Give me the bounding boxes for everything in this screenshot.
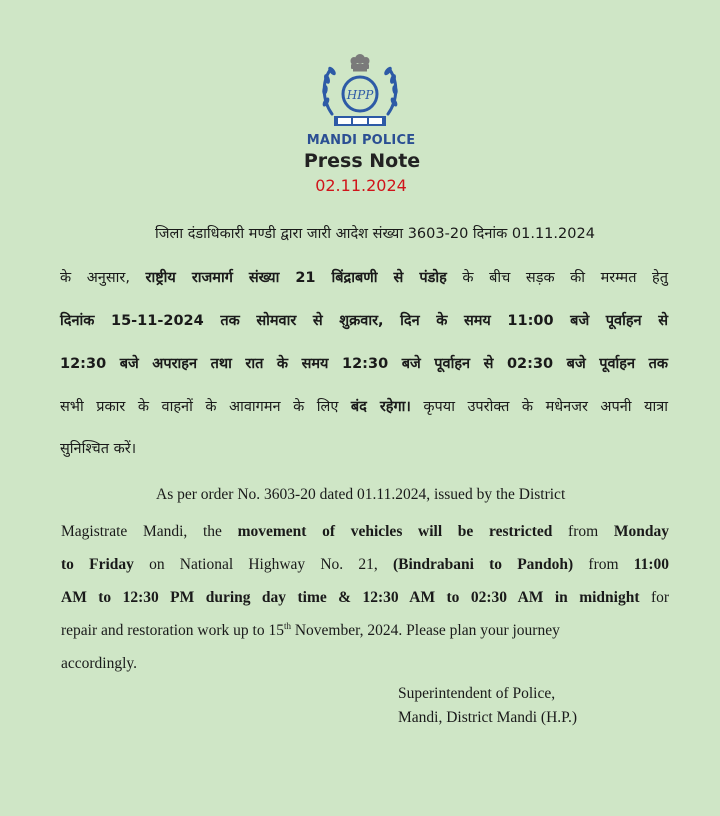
hindi-line-5 (60, 400, 668, 415)
hindi-line-1: जिला दंडाधिकारी मण्डी द्वारा जारी आदेश संख्या 3603-20 दिनांक 01.11.2024 (155, 226, 595, 242)
english-bold-text: to Friday (61, 556, 134, 573)
english-text: November, 2024. Please plan your journey (294, 622, 560, 639)
signature-office: Mandi, District Mandi (H.P.) (398, 709, 578, 726)
police-emblem-icon (318, 50, 402, 134)
english-text: Magistrate Mandi, the (61, 523, 222, 540)
hindi-line-3 (60, 314, 668, 329)
document-date (0, 176, 720, 195)
english-text: for (650, 589, 670, 606)
hindi-text: के बीच सड़क की मरम्मत हेतु (462, 270, 669, 286)
ordinal-suffix: th (283, 620, 291, 631)
english-bold-text: movement of vehicles will be restricted (237, 523, 553, 540)
hindi-line-2 (60, 271, 668, 286)
english-line-3 (61, 556, 669, 574)
english-text: from (588, 556, 619, 573)
signature-title: Superintendent of Police, (398, 685, 556, 702)
english-text: repair and restoration work up to 15 (61, 622, 284, 639)
hindi-line-6: सुनिश्चित करें। (60, 441, 137, 457)
agency-name (0, 133, 720, 148)
english-line-1: As per order No. 3603-20 dated 01.11.2024, issued by the District (156, 486, 566, 503)
english-line-5 (61, 622, 669, 640)
hindi-bold-text: दिनांक 15-11-2024 तक सोमवार से शुक्रवार, दिन के समय 11:00 बजे पूर्वाहन से (60, 313, 668, 329)
english-bold-text: AM to 12:30 PM during day time & 12:30 AM to 02:30 AM in midnight (61, 589, 640, 606)
hindi-line-4 (60, 357, 668, 372)
emblem-monogram: HPP (346, 88, 374, 102)
english-bold-text: (Bindrabani to Pandoh) (392, 556, 574, 573)
document-date-text: 02.11.2024 (315, 176, 407, 195)
hindi-bold-text: राष्ट्रीय राजमार्ग संख्या 21 बिंद्राबणी से पंडोह (145, 270, 447, 286)
hindi-text: सभी प्रकार के वाहनों के आवागमन के लिए (60, 399, 339, 415)
hindi-text: के अनुसार, (60, 270, 130, 286)
hindi-text: कृपया उपरोक्त के मधेनजर अपनी यात्रा (423, 399, 668, 415)
document-title-text: Press Note (303, 150, 421, 172)
english-line-6: accordingly. (61, 655, 138, 672)
english-line-4 (61, 589, 669, 607)
signature-block (398, 682, 577, 730)
english-bold-text: Monday (613, 523, 669, 540)
english-bold-text: 11:00 (633, 556, 670, 573)
english-line-2 (61, 523, 669, 541)
hindi-bold-text: बंद रहेगा। (350, 399, 411, 415)
document-title (0, 150, 720, 172)
english-text: from (568, 523, 599, 540)
english-text: on National Highway No. 21, (149, 556, 378, 573)
hindi-bold-text: 12:30 बजे अपराहन तथा रात के समय 12:30 बजे पूर्वाहन से 02:30 बजे पूर्वाहन तक (60, 356, 668, 372)
agency-name-text: MANDI POLICE (306, 133, 416, 148)
